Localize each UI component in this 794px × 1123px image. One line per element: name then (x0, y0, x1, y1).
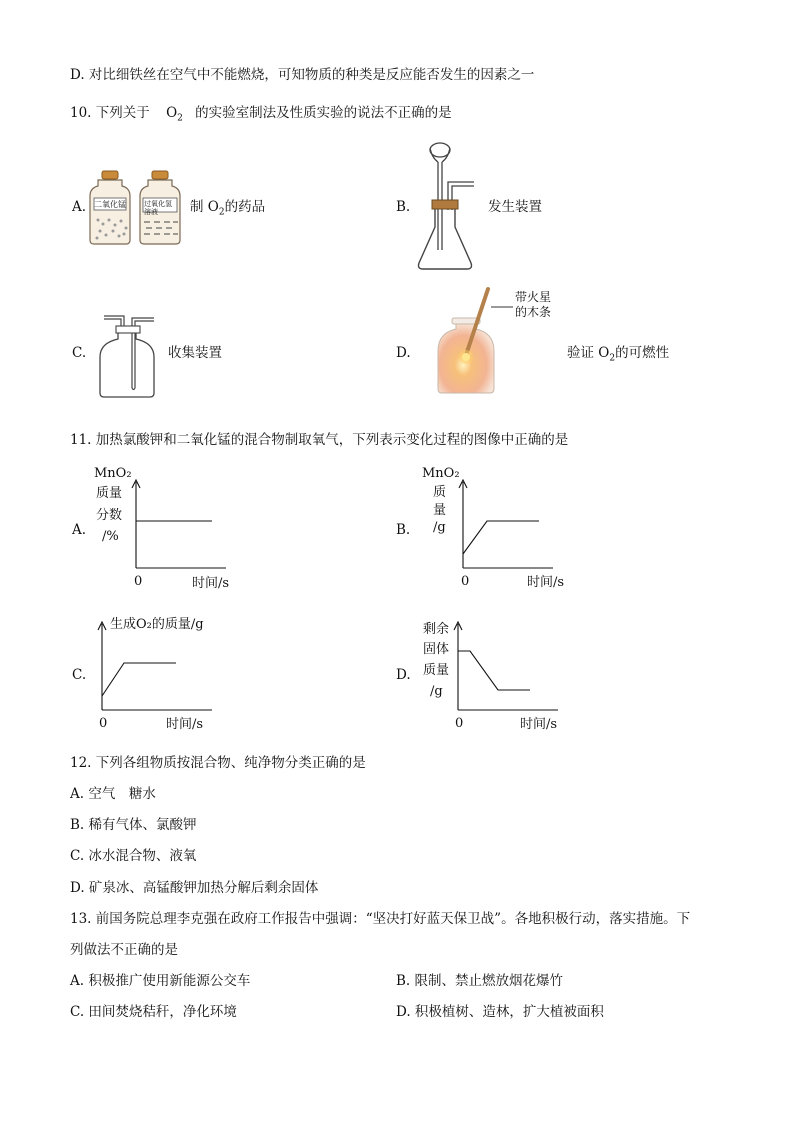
graph-a-xlabel: 时间/s (192, 576, 230, 591)
bottle1-label: 二氧化锰 (94, 200, 126, 209)
graph-a-origin: 0 (134, 574, 143, 589)
q12-option-a: A. 空气 糖水 (70, 786, 156, 802)
graph-a-plot (128, 478, 228, 570)
graph-c-xlabel: 时间/s (166, 717, 204, 732)
q10-stem-prefix: 10. 下列关于 (70, 105, 150, 121)
q10-a-letter: A. (72, 199, 87, 215)
q13-stem-line1: 13. 前国务院总理李克强在政府工作报告中强调：“坚决打好蓝天保卫战”。各地积极行动，落实措施。下 (70, 911, 691, 927)
q10-b-letter: B. (396, 199, 411, 215)
q12-option-c: C. 冰水混合物、液氧 (70, 848, 197, 864)
q12-option-d: D. 矿泉冰、高锰酸钾加热分解后剩余固体 (70, 880, 319, 896)
generation-apparatus-illustration (412, 138, 482, 273)
q10-stem-suffix: 的实验室制法及性质实验的说法不正确的是 (195, 105, 452, 121)
graph-b-ylabel-1: MnO₂ (422, 466, 460, 481)
q10-c-caption: 收集装置 (168, 345, 222, 361)
q9-option-d: D. 对比细铁丝在空气中不能燃烧，可知物质的种类是反应能否发生的因素之一 (70, 67, 535, 83)
graph-d-plot (450, 620, 560, 712)
q10-d-letter: D. (396, 345, 411, 361)
graph-c-ylabel: 生成O₂的质量/g (110, 617, 204, 632)
q13-stem-line2: 列做法不正确的是 (70, 942, 178, 958)
graph-d-ylabel-2: 固体 (423, 642, 450, 657)
graph-b-origin: 0 (461, 574, 470, 589)
graph-d-letter: D. (396, 667, 411, 683)
graph-b-ylabel-3: 量 (433, 503, 447, 518)
graph-d-ylabel-4: /g (430, 684, 443, 699)
q13-option-b: B. 限制、禁止燃放烟花爆竹 (396, 973, 564, 989)
graph-c-plot (94, 620, 214, 712)
splint-note-2: 的木条 (515, 305, 552, 319)
q12-stem: 12. 下列各组物质按混合物、纯净物分类正确的是 (70, 755, 366, 771)
graph-a-ylabel-3: 分数 (96, 508, 123, 523)
q10-stem (70, 104, 452, 128)
graph-c-letter: C. (72, 667, 87, 683)
q13-option-c: C. 田间焚烧秸秆，净化环境 (70, 1004, 237, 1020)
bottle2-label: 过氧化氢溶液 (144, 200, 172, 216)
q12-option-b: B. 稀有气体、氯酸钾 (70, 817, 197, 833)
collection-bottle-illustration (90, 308, 160, 400)
graph-d-ylabel-3: 质量 (423, 663, 450, 678)
graph-a-ylabel-2: 质量 (96, 486, 123, 501)
q10-a-caption: 制 $O_2$的药品 (190, 199, 266, 218)
graph-b-xlabel: 时间/s (527, 575, 565, 590)
graph-b-plot (455, 478, 555, 570)
q13-option-d: D. 积极植树、造林，扩大植被面积 (396, 1004, 604, 1020)
graph-a-ylabel-4: /% (102, 529, 119, 544)
graph-d-origin: 0 (455, 716, 464, 731)
graph-a-letter: A. (72, 522, 87, 538)
graph-d-xlabel: 时间/s (520, 717, 558, 732)
q10-stem-formula: $O_2$ (166, 105, 183, 124)
q10-b-caption: 发生装置 (488, 199, 542, 215)
graph-a-ylabel-1: MnO₂ (94, 466, 132, 481)
graph-d-ylabel-1: 剩余 (423, 622, 450, 637)
graph-c-origin: 0 (99, 716, 108, 731)
q10-d-caption: 验证 $O_2$的可燃性 (567, 345, 670, 364)
graph-b-letter: B. (396, 522, 411, 538)
q13-option-a: A. 积极推广使用新能源公交车 (70, 973, 251, 989)
graph-b-ylabel-2: 质 (433, 485, 447, 500)
graph-b-ylabel-4: /g (433, 520, 446, 535)
splint-note-1: 带火星 (515, 290, 552, 304)
q11-stem: 11. 加热氯酸钾和二氧化锰的混合物制取氧气，下列表示变化过程的图像中正确的是 (70, 432, 569, 448)
q10-c-letter: C. (72, 345, 87, 361)
